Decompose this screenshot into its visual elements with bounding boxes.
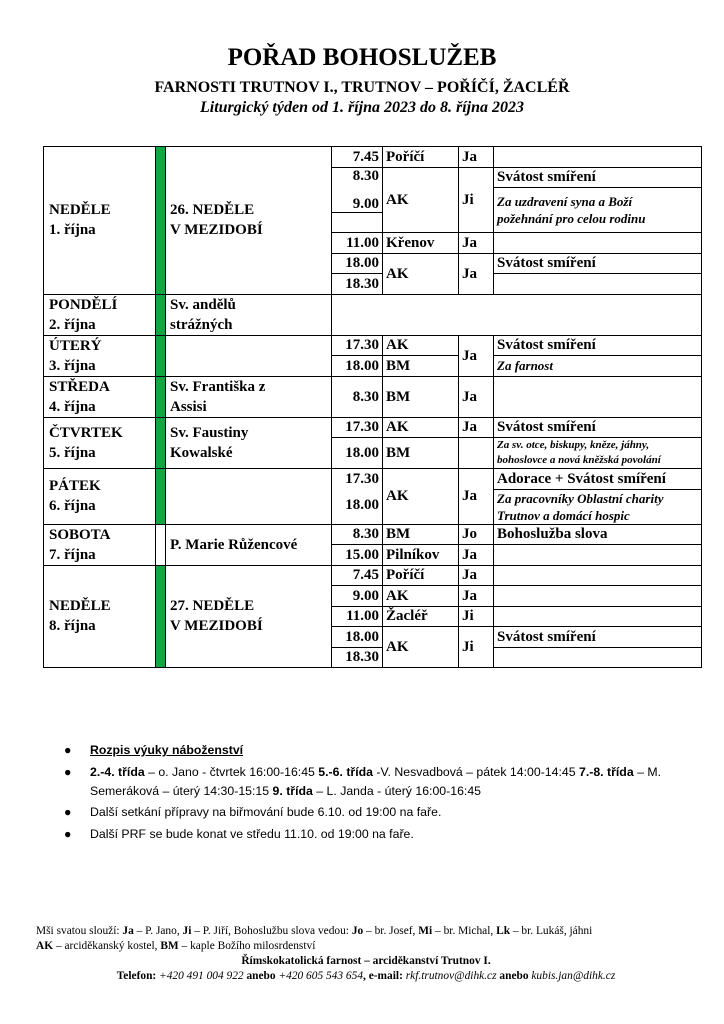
priest-cell: Ja [459,469,494,525]
feast-cell: Sv. Františka z Assisi [166,376,332,417]
page-subtitle: FARNOSTI TRUTNOV I., TRUTNOV – POŘÍČÍ, ŽACLÉŘ [154,79,570,96]
note-cell [494,647,702,668]
priest-cell: Ja [459,417,494,438]
table-row [44,147,702,168]
list-item: ● Další setkání přípravy na biřmování bude 6.10. od 19:00 na faře. [64,805,442,819]
liturgical-color-bar [156,376,166,417]
feast-cell: P. Marie Růžencové [166,524,332,565]
day-cell: STŘEDA 4. října [44,376,156,417]
priest-cell: Ji [459,627,494,668]
day-cell: NEDĚLE 1. října [44,147,156,295]
time-cell: 11.00 [332,606,383,627]
note-cell: Bohoslužba slova [494,524,702,545]
footer-parish: Římskokatolická farnost – arciděkanství Trutnov I. [241,955,491,967]
priest-cell: Ja [459,147,494,168]
place-cell: AK [383,335,459,356]
day-cell: ÚTERÝ 3. října [44,335,156,376]
time-cell: 17.30 [332,417,383,438]
feast-cell [166,335,332,376]
place-cell: AK [383,586,459,607]
footer-contact: Telefon: +420 491 004 922 anebo +420 605 543 654, e-mail: rkf.trutnov@dihk.cz anebo kubis.jan@dihk.cz [116,970,616,982]
table-row [44,417,702,438]
day-cell: NEDĚLE 8. října [44,565,156,668]
time-cell: 18.30 [332,274,383,295]
note-cell [494,606,702,627]
table-row [44,376,702,417]
time-cell: 18.00 [332,438,383,469]
day-cell: PÁTEK 6. října [44,469,156,525]
time-cell: 18.30 [332,647,383,668]
day-cell: ČTVRTEK 5. října [44,417,156,469]
empty-services-cell [332,294,702,335]
priest-cell: Ja [459,545,494,566]
priest-cell: Jo [459,524,494,545]
place-cell: BM [383,524,459,545]
time-cell: 18.00 [332,253,383,274]
feast-cell: 26. NEDĚLE V MEZIDOBÍ [166,147,332,295]
time-cell: 17.30 [332,335,383,356]
place-cell: AK [383,253,459,294]
priest-cell: Ji [459,606,494,627]
priest-cell: Ja [459,376,494,417]
priest-cell: Ja [459,586,494,607]
place-cell: Křenov [383,233,459,254]
priest-cell: Ja [459,233,494,254]
list-item: ● Rozpis výuky náboženství [64,743,244,757]
priest-cell [459,438,494,469]
time-cell: 8.30 [332,524,383,545]
note-cell: Za farnost [494,356,702,377]
place-cell: BM [383,356,459,377]
footer [36,924,696,984]
feast-cell: Sv. Faustiny Kowalské [166,417,332,469]
list-item: ● Další PRF se bude konat ve středu 11.10. od 19:00 na faře. [64,826,414,841]
note-cell: Svátost smíření [494,335,702,356]
time-cell: 8.30 [332,376,383,417]
time-cell: 15.00 [332,545,383,566]
priest-cell: Ji [459,167,494,233]
priest-cell: Ja [459,253,494,294]
table-row [44,565,702,586]
note-cell: Svátost smíření [494,627,702,648]
place-cell: Pilníkov [383,545,459,566]
table-row [44,335,702,356]
liturgical-color-bar [156,565,166,668]
time-cell: 17.30 18.00 [332,469,383,525]
liturgical-color-bar [156,147,166,295]
note-cell: Svátost smíření [494,417,702,438]
note-cell [494,586,702,607]
feast-cell: 27. NEDĚLE V MEZIDOBÍ [166,565,332,668]
place-cell: Poříčí [383,147,459,168]
time-cell [332,212,383,233]
day-cell: SOBOTA 7. října [44,524,156,565]
note-cell [494,545,702,566]
list-item: ● 2.-4. třída – o. Jano - čtvrtek 16:00-16:45 5.-6. třída -V. Nesvadbová – pátek 14:00-14:45 7.-8. třída – M. Semeráková – úterý 14:30-15:15 9. třída – L. Janda - úterý 16:00-16:45 [64,764,661,798]
table-row [44,294,702,335]
place-cell: Poříčí [383,565,459,586]
note-cell [494,147,702,168]
feast-cell [166,469,332,525]
day-cell: PONDĚLÍ 2. října [44,294,156,335]
feast-cell: Sv. andělů strážných [166,294,332,335]
note-cell: Za uzdravení syna a Boží požehnání pro celou rodinu [494,188,702,233]
note-cell: Svátost smíření [494,253,702,274]
place-cell: AK [383,469,459,525]
page-title: POŘAD BOHOSLUŽEB [227,44,497,71]
note-cell [494,274,702,295]
priest-cell: Ja [459,335,494,376]
place-cell: AK [383,167,459,233]
liturgical-color-bar [156,469,166,525]
place-cell: BM [383,438,459,469]
table-row [44,524,702,545]
liturgical-color-bar [156,524,166,565]
priest-cell: Ja [459,565,494,586]
time-cell: 7.45 [332,565,383,586]
place-cell: AK [383,417,459,438]
time-cell: 9.00 [332,586,383,607]
liturgical-color-bar [156,294,166,335]
time-cell: 18.00 [332,627,383,648]
place-cell: Žacléř [383,606,459,627]
time-cell: 11.00 [332,233,383,254]
notes-section [62,741,702,846]
liturgical-color-bar [156,417,166,469]
note-cell [494,376,702,417]
schedule-table [43,146,702,668]
table-row [44,469,702,490]
notes-heading: Rozpis výuky náboženství [90,743,244,757]
note-cell: Za sv. otce, biskupy, kněze, jáhny, bohoslovce a nová kněžská povolání [494,438,702,469]
time-cell: 18.00 [332,356,383,377]
liturgical-color-bar [156,335,166,376]
note-cell: Adorace + Svátost smíření [494,469,702,490]
note-cell [494,565,702,586]
place-cell: BM [383,376,459,417]
footer-legend-priests: Mši svatou slouží: Ja – P. Jano, Ji – P. Jiří, Bohoslužbu slova vedou: Jo – br. Josef, Mi – br. Michal, Lk – br. Lukáš, jáhni [36,925,593,937]
note-cell: Svátost smíření [494,167,702,188]
note-cell: Za pracovníky Oblastní charity Trutnov a domácí hospic [494,489,702,524]
liturgical-week: Liturgický týden od 1. října 2023 do 8. října 2023 [199,99,524,116]
time-cell: 7.45 [332,147,383,168]
note-cell [494,233,702,254]
place-cell: AK [383,627,459,668]
footer-legend-places: AK – arciděkanský kostel, BM – kaple Božího milosrdenství [36,940,316,952]
time-cell: 8.30 9.00 [332,167,383,212]
